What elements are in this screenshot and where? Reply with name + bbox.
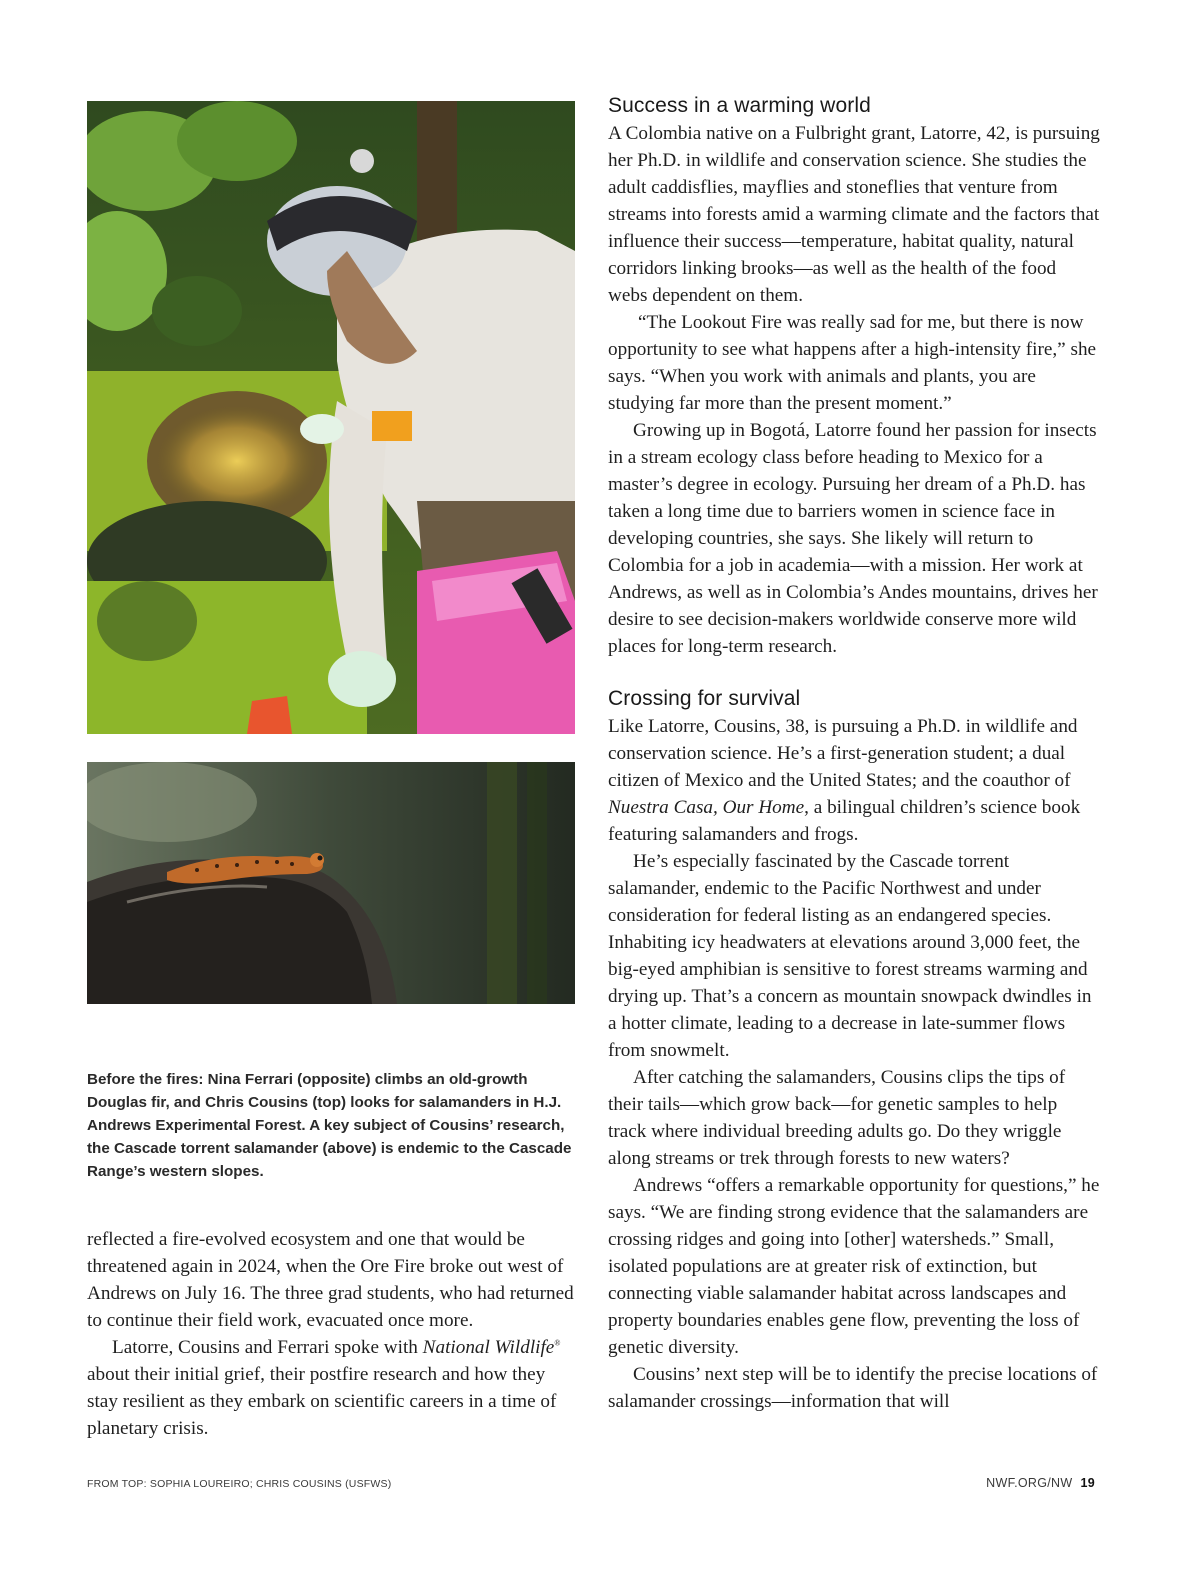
book-title: Nuestra Casa, Our Home [608,797,805,818]
site-url: NWF.ORG/NW [986,1476,1073,1490]
salamander-photo [87,762,575,1004]
salamander-illustration [87,762,575,1004]
body-paragraph: He’s especially fascinated by the Cascade torrent salamander, endemic to the Pacific Northwest and under consideration for federal listing as an endangered species. Inhabiting icy headwaters at elevations around 3,000 feet, the big-eyed amphibian is sensitive to forest streams warming and drying up. That’s a concern as mountain snowpack dwindles in a hotter climate, leading to a decrease in late-summer flows from snowmelt. [608,851,1092,1061]
page-number: 19 [1080,1476,1095,1490]
body-paragraph: Cousins’ next step will be to identify the precise locations of salamander crossings—information that will [608,1364,1098,1412]
body-paragraph: A Colombia native on a Fulbright grant, Latorre, 42, is pursuing her Ph.D. in wildlife and conservation science. She studies the adult caddisflies, mayflies and stoneflies that venture from streams into forests amid a warming climate and the factors that influence their success—temperature, habitat quality, natural corridors linking brooks—as well as the health of the food webs dependent on them. [608,123,1100,306]
page-footer [986,1476,1095,1490]
researcher-photo [87,101,575,734]
left-text-column [87,1226,579,1442]
body-paragraph: “The Lookout Fire was really sad for me, but there is now opportunity to see what happens after a high-intensity fire,” she says. “When you work with animals and plants, you are studying far more than the present moment.” [608,312,1097,414]
body-paragraph: After catching the salamanders, Cousins clips the tips of their tails—which grow back—for genetic samples to help track where individual breeding adults go. Do they wriggle along streams or trek through forests to new waters? [608,1067,1066,1169]
body-paragraph: reflected a fire-evolved ecosystem and one that would be threatened again in 2024, when the Ore Fire broke out west of Andrews on July 16. The three grad students, who had returned to continue their field work, evacuated once more. [87,1229,574,1331]
body-paragraph: Like Latorre, Cousins, 38, is pursuing a Ph.D. in wildlife and conservation science. He’s a first-generation student; a dual citizen of Mexico and the United States; and the coauthor of Nuestra Casa, Our Home, a bilingual children’s science book featuring salamanders and frogs. [608,716,1081,845]
photo-caption: Before the fires: Nina Ferrari (opposite) climbs an old-growth Douglas fir, and Chris Cousins (top) looks for salamanders in H.J. Andrews Experimental Forest. A key subject of Cousins’ research, the Cascade torrent salamander (above) is endemic to the Cascade Range’s western slopes. [87,1071,572,1180]
section-heading: Success in a warming world [608,94,871,117]
researcher-illustration [87,101,575,734]
registered-mark: ® [554,1338,561,1348]
section-heading: Crossing for survival [608,687,801,710]
body-paragraph: Andrews “offers a remarkable opportunity for questions,” he says. “We are finding strong evidence that the salamanders are crossing ridges and going into [other] watersheds.” Small, isolated populations are at greater risk of extinction, but connecting viable salamander habitat across landscapes and property boundaries enables gene flow, preventing the loss of genetic diversity. [608,1175,1100,1358]
body-paragraph: Growing up in Bogotá, Latorre found her passion for insects in a stream ecology class before heading to Mexico for a master’s degree in ecology. Pursuing her dream of a Ph.D. has taken a long time due to barriers women in science face in developing countries, she says. She likely will return to Colombia for a job in academia—with a mission. Her work at Andrews, as well as in Colombia’s Andes mountains, drives her desire to see decision-makers worldwide conserve more wild places for long-term research. [608,420,1098,657]
photo-credit: FROM TOP: SOPHIA LOUREIRO; CHRIS COUSINS (USFWS) [87,1478,392,1490]
magazine-name: National Wildlife [422,1337,555,1358]
body-paragraph: Latorre, Cousins and Ferrari spoke with National Wildlife® about their initial grief, their postfire research and how they stay resilient as they embark on scientific careers in a time of planetary crisis. [87,1337,561,1439]
right-text-column [608,92,1100,1415]
